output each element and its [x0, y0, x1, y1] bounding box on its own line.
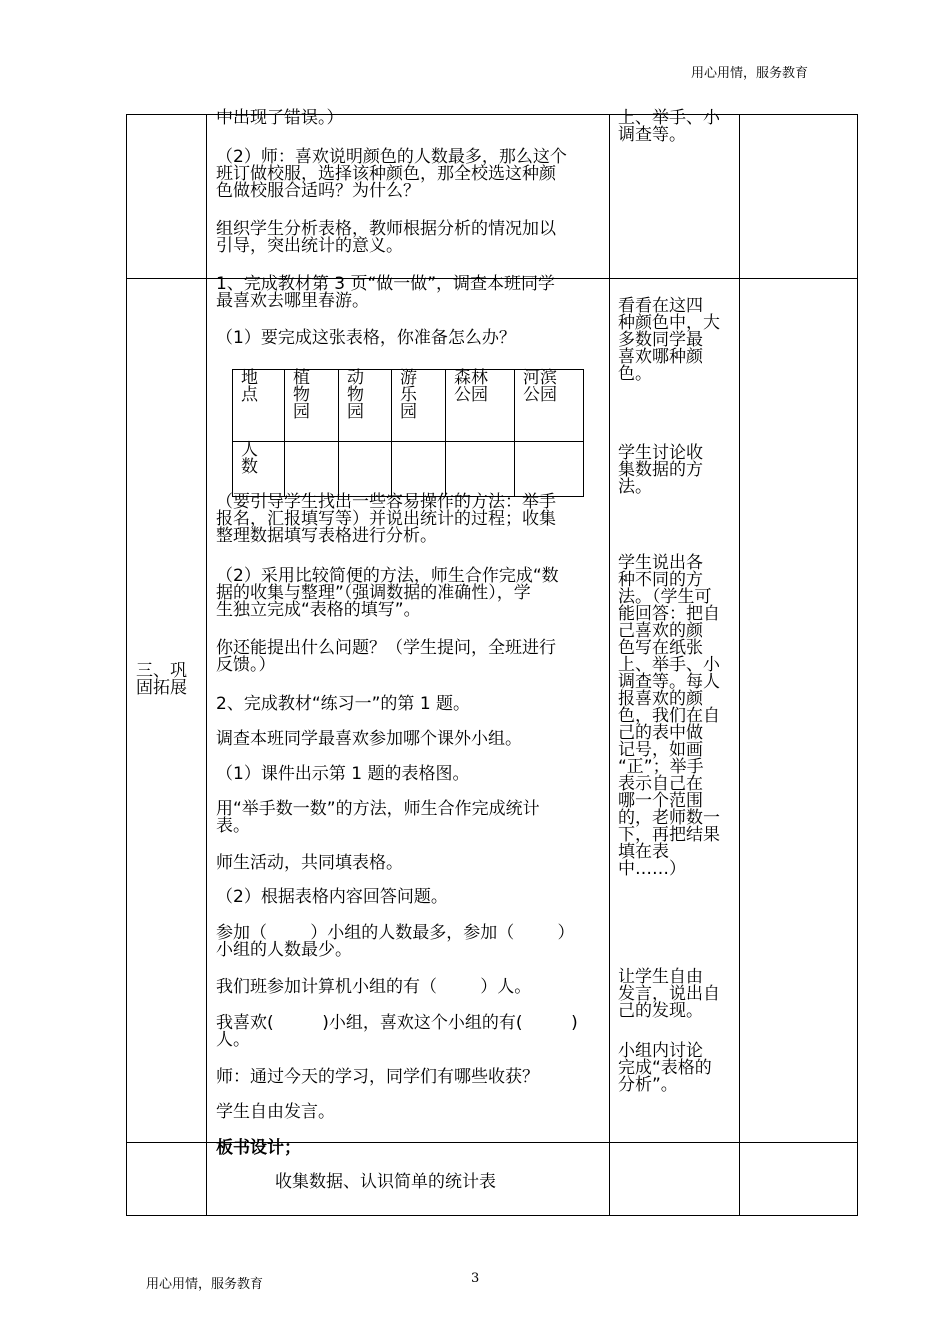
student-activity: 让学生自由 发言，说出自 己的发现。 — [618, 967, 720, 1021]
student-activity: 上、举手、小 调查等。 — [618, 108, 720, 145]
content-paragraph: （2）采用比较简便的方法，师生合作完成“数 据的收集与整理”（强调数据的准确性），学 生独立完成“表格的填写”。 — [216, 566, 559, 620]
content-paragraph: 中出现了错误。） — [216, 108, 344, 128]
content-paragraph: 参加（ ）小组的人数最多，参加（ ） 小组的人数最少。 — [216, 923, 575, 960]
board-design-title: 收集数据、认识简单的统计表 — [275, 1172, 496, 1192]
table-header-cell: 动 物 园 — [339, 370, 392, 442]
content-paragraph: 你还能提出什么问题？（学生提问，全班进行 反馈。） — [216, 638, 556, 675]
table-header-cell: 地 点 — [233, 370, 285, 442]
content-paragraph: 师生活动，共同填表格。 — [216, 853, 403, 873]
column-divider — [609, 114, 610, 1216]
student-activity: 小组内讨论 完成“表格的 分析”。 — [618, 1041, 712, 1095]
content-paragraph: （要引导学生找出一些容易操作的方法：举手 报名，汇报填写等）并说出统计的过程；收集 整理数据填写表格进行分析。 — [216, 492, 556, 546]
table-header-cell: 游 乐 园 — [392, 370, 446, 442]
content-paragraph: 组织学生分析表格，教师根据分析的情况加以 引导，突出统计的意义。 — [216, 219, 556, 256]
table-cell — [339, 442, 392, 497]
spring-trip-table — [232, 369, 584, 497]
student-activity: 看看在这四 种颜色中，大 多数同学最 喜欢哪种颜 色。 — [618, 296, 720, 384]
page-number: 3 — [471, 1271, 480, 1286]
column-divider — [206, 114, 207, 1216]
content-paragraph: 我喜欢( )小组，喜欢这个小组的有( ) 人。 — [216, 1013, 578, 1050]
content-paragraph: 用“举手数一数”的方法，师生合作完成统计 表。 — [216, 799, 540, 836]
table-header-cell: 森林 公园 — [446, 370, 515, 442]
table-cell — [285, 442, 339, 497]
table-cell — [446, 442, 515, 497]
student-activity: 学生说出各 种不同的方 法。（学生可 能回答：把自 己喜欢的颜 色写在纸张 上、举手、小 调查等。每人 报喜欢的颜 色，我们在自 己的表中做 记号，如画 “正”；举手 表示自己在 哪一个范围 的，老师数一 下，再把结果 填在表 中……） — [618, 553, 720, 879]
content-paragraph: 学生自由发言。 — [216, 1102, 335, 1122]
content-paragraph: 1、完成教材第 3 页“做一做”，调查本班同学 最喜欢去哪里春游。 — [216, 274, 556, 311]
section-label: 三、巩 固拓展 — [136, 661, 187, 698]
content-paragraph: 调查本班同学最喜欢参加哪个课外小组。 — [216, 729, 522, 749]
table-cell — [515, 442, 584, 497]
table-cell — [392, 442, 446, 497]
content-paragraph: 2、完成教材“练习一”的第 1 题。 — [216, 694, 471, 714]
student-activity: 学生讨论收 集数据的方 法。 — [618, 443, 703, 497]
content-paragraph: 我们班参加计算机小组的有（ ）人。 — [216, 977, 532, 997]
column-divider — [739, 114, 740, 1216]
content-paragraph: （2）师：喜欢说明颜色的人数最多，那么这个 班订做校服，选择该种颜色，那全校选这种颜 色做校服合适吗？为什么？ — [216, 147, 567, 201]
table-header-cell: 河滨 公园 — [515, 370, 584, 442]
content-paragraph: （1）要完成这张表格，你准备怎么办？ — [216, 328, 516, 348]
content-paragraph: （1）课件出示第 1 题的表格图。 — [216, 764, 470, 784]
table-header-cell: 植 物 园 — [285, 370, 339, 442]
page-footer: 用心用情，服务教育 — [146, 1277, 264, 1292]
content-paragraph: （2）根据表格内容回答问题。 — [216, 887, 448, 907]
board-design-label: 板书设计； — [216, 1138, 301, 1158]
content-paragraph: 师：通过今天的学习，同学们有哪些收获？ — [216, 1067, 539, 1087]
table-row-label: 人 数 — [233, 442, 285, 497]
page-header: 用心用情，服务教育 — [690, 66, 808, 81]
